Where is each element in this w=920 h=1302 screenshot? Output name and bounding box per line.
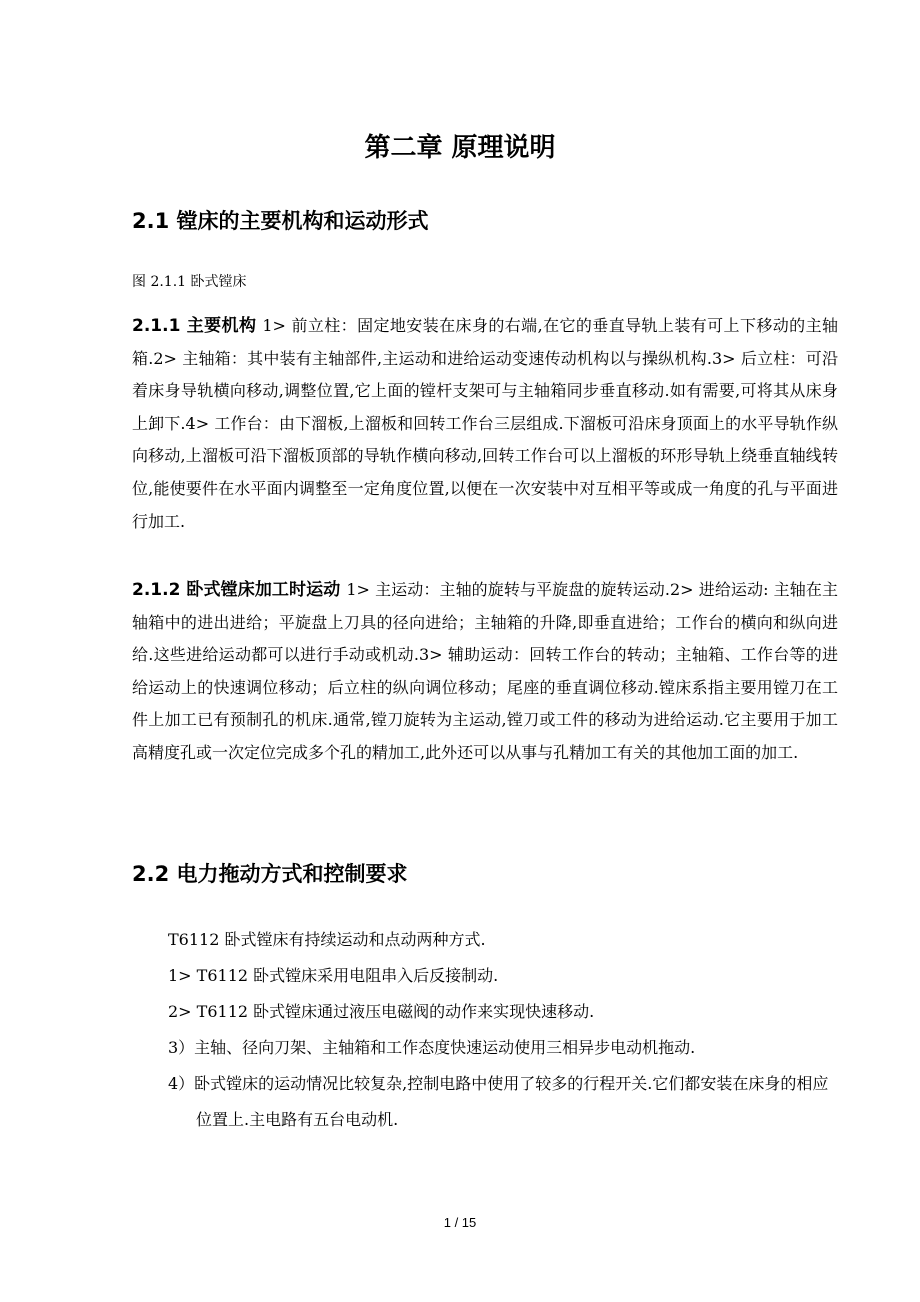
subsection-heading-2-1-2: 2.1.2 卧式镗床加工时运动 <box>132 580 341 600</box>
paragraph-main-mechanisms <box>132 310 838 538</box>
list-item: 3）主轴、径向刀架、主轴箱和工作态度快速运动使用三相异步电动机拖动. <box>168 1038 696 1057</box>
paragraph-text-motion: 1> 主运动：主轴的旋转与平旋盘的旋转运动.2> 进给运动: 主轴在主轴箱中的进出进给；平旋盘上刀具的径向进给；主轴箱的升降,即垂直进给；工作台的横向和纵向进给.这些进给运动都可以进行手动或机动.3> 辅助运动：回转工作台的转动；主轴箱、工作台等的进给运动上的快速调位移动；后立柱的纵向调位移动；尾座的垂直调位移动.镗床系指主要用镗刀在工件上加工已有预制孔的机床.通常,镗刀旋转为主运动,镗刀或工件的移动为进给运动.它主要用于加工高精度孔或一次定位完成多个孔的精加工,此外还可以从事与孔精加工有关的其他加工面的加工. <box>132 580 838 762</box>
list-item: T6112 卧式镗床有持续运动和点动两种方式. <box>168 930 486 949</box>
paragraph-text-mechanisms: 1> 前立柱：固定地安装在床身的右端,在它的垂直导轨上装有可上下移动的主轴箱.2> 主轴箱：其中装有主轴部件,主运动和进给运动变速传动机构以与操纵机构.3> 后立柱：可沿着床身导轨横向移动,调整位置,它上面的镗杆支架可与主轴箱同步垂直移动.如有需要,可将其从床身上卸下.4> 工作台：由下溜板,上溜板和回转工作台三层组成.下溜板可沿床身顶面上的水平导轨作纵向移动,上溜板可沿下溜板顶部的导轨作横向移动,回转工作台可以上溜板的环形导轨上绕垂直轴线转位,能使要件在水平面内调整至一定角度位置,以便在一次安装中对互相平等或成一角度的孔与平面进行加工. <box>132 316 839 531</box>
paragraph-machining-motion <box>132 574 838 770</box>
chapter-title: 第二章 原理说明 <box>364 133 556 163</box>
figure-caption: 图 2.1.1 卧式镗床 <box>132 274 247 290</box>
list-item: 2> T6112 卧式镗床通过液压电磁阀的动作来实现快速移动. <box>168 1002 595 1021</box>
subsection-heading-2-1-1: 2.1.1 主要机构 <box>132 316 257 336</box>
page-number: 1 / 15 <box>443 1215 477 1230</box>
control-requirements-list <box>168 922 838 1138</box>
list-item: 4）卧式镗床的运动情况比较复杂,控制电路中使用了较多的行程开关.它们都安装在床身的相应位置上.主电路有五台电动机. <box>168 1074 829 1129</box>
section-heading-2-1: 2.1 镗床的主要机构和运动形式 <box>132 209 429 233</box>
section-heading-2-2: 2.2 电力拖动方式和控制要求 <box>132 862 408 886</box>
list-item: 1> T6112 卧式镗床采用电阻串入后反接制动. <box>168 966 499 985</box>
